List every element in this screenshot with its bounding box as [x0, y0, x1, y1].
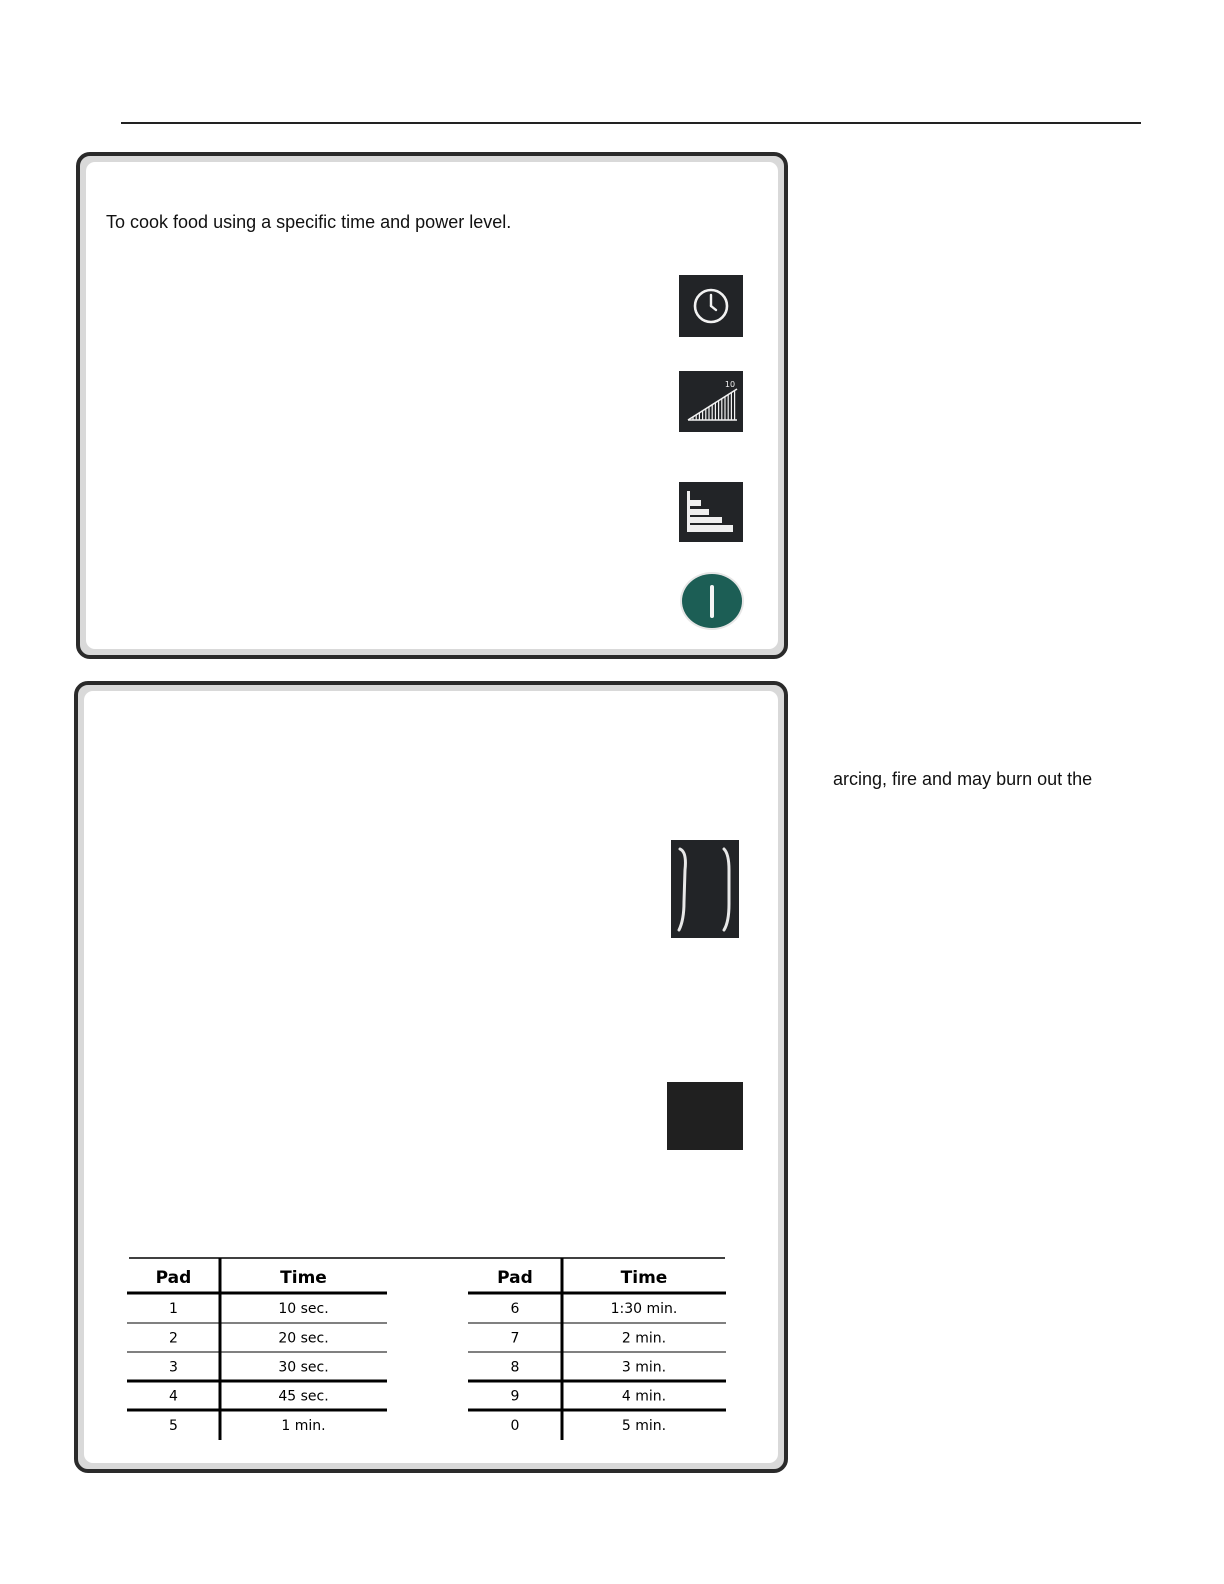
right-table-cell-pad: 9	[510, 1388, 520, 1405]
right-table-cell-time: 4 min.	[621, 1388, 667, 1405]
right-table-cell-time: 2 min.	[621, 1330, 667, 1347]
cook-panel-inner	[86, 162, 778, 649]
header-rule	[121, 122, 1141, 124]
door-pad-button[interactable]	[671, 840, 739, 938]
right-table-cell-time: 3 min.	[621, 1359, 667, 1376]
left-table-cell-pad: 1	[169, 1301, 178, 1317]
right-table-header-time: Time	[620, 1268, 668, 1288]
left-table-cell-time: 30 sec.	[278, 1359, 329, 1376]
power-level-icon	[679, 371, 743, 432]
left-table-cell-pad: 4	[169, 1388, 178, 1405]
right-table-cell-time: 5 min.	[621, 1418, 667, 1434]
left-table-cell-time: 10 sec.	[278, 1301, 329, 1317]
start-icon	[679, 570, 745, 632]
stacked-pad-button[interactable]	[679, 482, 743, 542]
door-bracket-icon	[671, 840, 739, 938]
left-table-cell-pad: 5	[169, 1418, 178, 1434]
left-table-cell-pad: 3	[169, 1359, 178, 1376]
time-table-panel-inner	[84, 691, 778, 1463]
blank-pad-button[interactable]	[667, 1082, 743, 1150]
left-table-cell-time: 45 sec.	[278, 1388, 329, 1405]
clock-icon	[679, 275, 743, 337]
left-table-cell-time: 20 sec.	[278, 1330, 329, 1347]
intro-text: To cook food using a specific time and power level.	[106, 212, 512, 232]
power-level-label: 10	[724, 380, 736, 389]
stacked-bars-icon	[679, 482, 743, 542]
power-level-pad-button[interactable]	[679, 371, 743, 432]
right-table-header-pad: Pad	[497, 1268, 533, 1288]
right-table-cell-pad: 6	[510, 1301, 520, 1317]
right-table-cell-pad: 8	[510, 1359, 520, 1376]
time-pad-button[interactable]	[679, 275, 743, 337]
right-table-cell-pad: 7	[510, 1330, 520, 1347]
side-text: arcing, fire and may burn out the	[833, 769, 1093, 789]
time-table-panel	[74, 681, 788, 1473]
start-pad-button[interactable]	[679, 570, 745, 632]
left-table-header-pad: Pad	[155, 1268, 192, 1288]
right-table-cell-pad: 0	[510, 1418, 520, 1434]
right-table-cell-time: 1:30 min.	[610, 1301, 678, 1317]
left-table-header-time: Time	[280, 1268, 327, 1288]
left-table-cell-time: 1 min.	[281, 1418, 326, 1434]
left-table-cell-pad: 2	[169, 1330, 178, 1347]
